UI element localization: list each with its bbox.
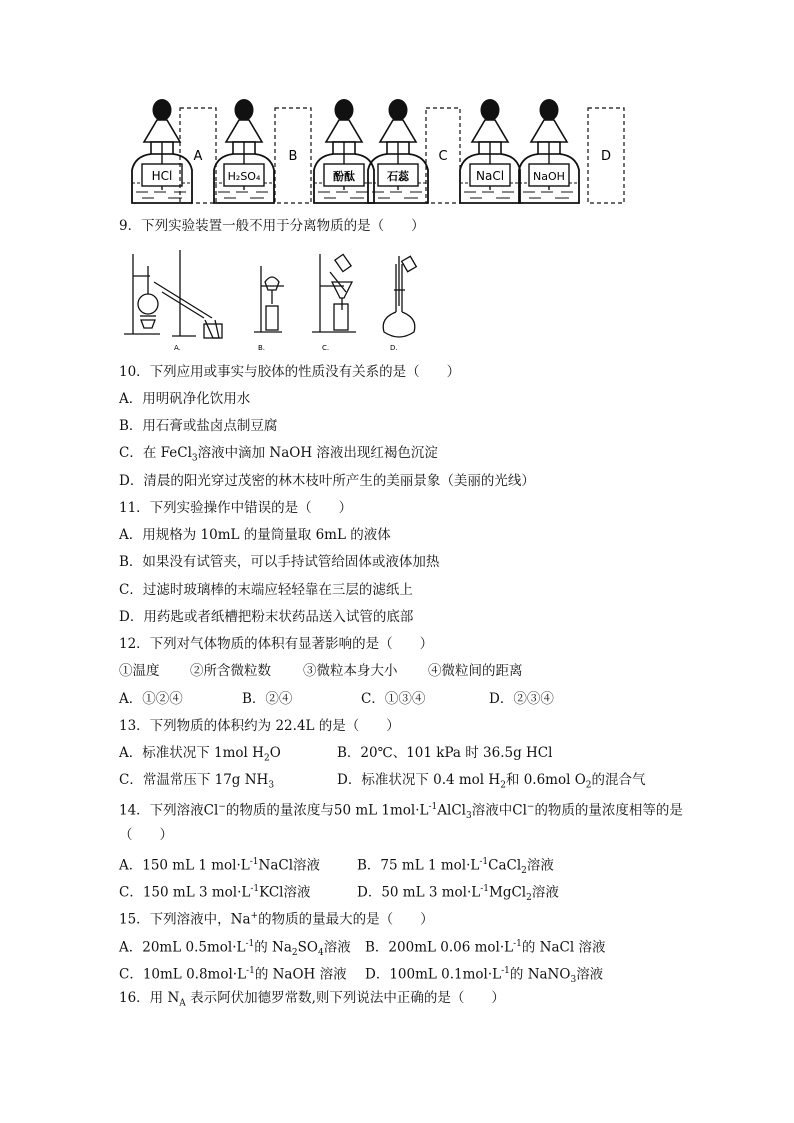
- bottle-h2so4: [214, 99, 274, 203]
- q14-option-d: D．50 mL 3 $mol\cdot L^{-1}MgCl_2$溶液: [357, 884, 559, 904]
- q13-option-c: C．常温常压下 17g $NH_3$: [119, 772, 275, 791]
- bottle-label-litmus: 石蕊: [387, 170, 409, 183]
- slot-d-label: D: [600, 149, 612, 164]
- q11-stem: 11．下列实验操作中错误的是（ ）: [119, 500, 353, 516]
- apparatus-b-separatory-funnel: [254, 266, 284, 332]
- q12-option-c: C．①③④: [361, 691, 426, 707]
- q10-option-c: C．在 FeCl$_3$溶液中滴加 NaOH 溶液出现红褐色沉淀: [119, 445, 438, 464]
- bottle-label-h2so4: H₂SO₄: [227, 170, 261, 183]
- q11-option-b: B．如果没有试管夹，可以手持试管给固体或液体加热: [119, 554, 440, 570]
- bottle-naoh: [519, 99, 579, 203]
- q15-option-c: C．10mL $0.8mol\cdot L^{-1}$的 NaOH 溶液: [119, 966, 347, 983]
- q14-option-c: C．150 mL 3 $mol\cdot L^{-1}KCl$溶液: [119, 884, 311, 901]
- q11-option-c: C．过滤时玻璃棒的末端应轻轻靠在三层的滤纸上: [119, 582, 413, 598]
- bottle-label-hcl: HCl: [151, 169, 173, 183]
- apparatus-label-b: B.: [258, 344, 266, 352]
- q12-item-4: ④微粒间的距离: [428, 663, 523, 679]
- bottle-label-naoh: NaOH: [533, 170, 565, 183]
- q10-option-d: D．清晨的阳光穿过茂密的林木枝叶所产生的美丽景象（美丽的光线）: [119, 473, 535, 489]
- q12-option-a: A．①②④: [119, 691, 183, 707]
- apparatus-label-d: D.: [390, 344, 398, 352]
- q10-option-b: B．用石膏或盐卤点制豆腐: [119, 418, 278, 434]
- q12-item-3: ③微粒本身大小: [303, 663, 398, 679]
- q15-option-a: A．20mL $0.5mol\cdot L^{-1}$的 $Na_2SO_4$溶液: [119, 939, 351, 959]
- bottle-label-nacl: NaCl: [475, 169, 505, 183]
- slot-a-label: A: [193, 149, 203, 164]
- q11-option-a: A．用规格为 10mL 的量筒量取 6mL 的液体: [119, 527, 391, 543]
- q15-option-d: D．100mL $0.1mol\cdot L^{-1}$的 NaNO$_3$溶液: [365, 966, 604, 986]
- q16-stem: 16．用 $N_A$ 表示阿伏加德罗常数,则下列说法中正确的是（ ）: [119, 990, 505, 1009]
- apparatus-figure: [0, 246, 794, 356]
- bottle-hcl: [132, 99, 192, 203]
- q14-option-b: B．75 mL 1 $mol\cdot L^{-1}CaCl_2$溶液: [357, 857, 554, 877]
- apparatus-label-a: A.: [174, 344, 181, 352]
- q10-stem: 10．下列应用或事实与胶体的性质没有关系的是（ ）: [119, 364, 461, 380]
- q12-option-b: B．②④: [242, 691, 293, 707]
- bottle-phenolphthalein: [314, 99, 374, 203]
- slot-b-label: B: [288, 149, 298, 164]
- q14-stem-paren: （ ）: [119, 827, 173, 843]
- apparatus-label-c: C.: [322, 344, 330, 352]
- q15-stem: 15．下列溶液中，Na+的物质的量最大的是（ ）: [119, 911, 434, 928]
- bottle-nacl: [460, 99, 520, 203]
- q9-stem: 9．下列实验装置一般不用于分离物质的是（ ）: [119, 218, 425, 234]
- q13-option-a: A．标准状况下 1mol $H_2O$: [119, 745, 281, 764]
- apparatus-a-distillation: [124, 250, 222, 338]
- q12-stem: 12．下列对气体物质的体积有显著影响的是（ ）: [119, 636, 434, 652]
- q13-option-d: D．标准状况下 0.4 mol $H_2$和 0.6mol $O_2$的混合气: [337, 772, 646, 791]
- bottle-litmus: [368, 99, 428, 203]
- apparatus-d-volumetric-flask: [383, 256, 416, 337]
- q13-option-b: B．20℃、101 kPa 时 36.5g HCl: [337, 745, 553, 761]
- q12-option-d: D．②③④: [489, 691, 554, 707]
- reagent-bottles-figure: [0, 0, 794, 210]
- q10-option-a: A．用明矾净化饮用水: [119, 391, 251, 407]
- q15-option-b: B．200mL 0.06 $mol\cdot L^{-1}$的 NaCl 溶液: [365, 939, 606, 956]
- q11-option-d: D．用药匙或者纸槽把粉末状药品送入试管的底部: [119, 609, 414, 625]
- q12-item-1: ①温度: [119, 663, 160, 679]
- apparatus-c-filtration: [312, 254, 356, 332]
- bottle-label-phenolphthalein: 酚酞: [333, 170, 355, 183]
- q12-item-2: ②所含微粒数: [190, 663, 271, 679]
- q13-stem: 13．下列物质的体积约为 22.4L 的是（ ）: [119, 718, 400, 734]
- slot-c-label: C: [438, 149, 448, 164]
- q14-option-a: A．150 mL 1 $mol\cdot L^{-1}NaCl$溶液: [119, 857, 321, 874]
- q14-stem: 14．下列溶液Cl−的物质的量浓度与50 mL $1mol\cdot L^{-1}AlCl_3$溶液中Cl−的物质的量浓度相等的是: [119, 802, 683, 822]
